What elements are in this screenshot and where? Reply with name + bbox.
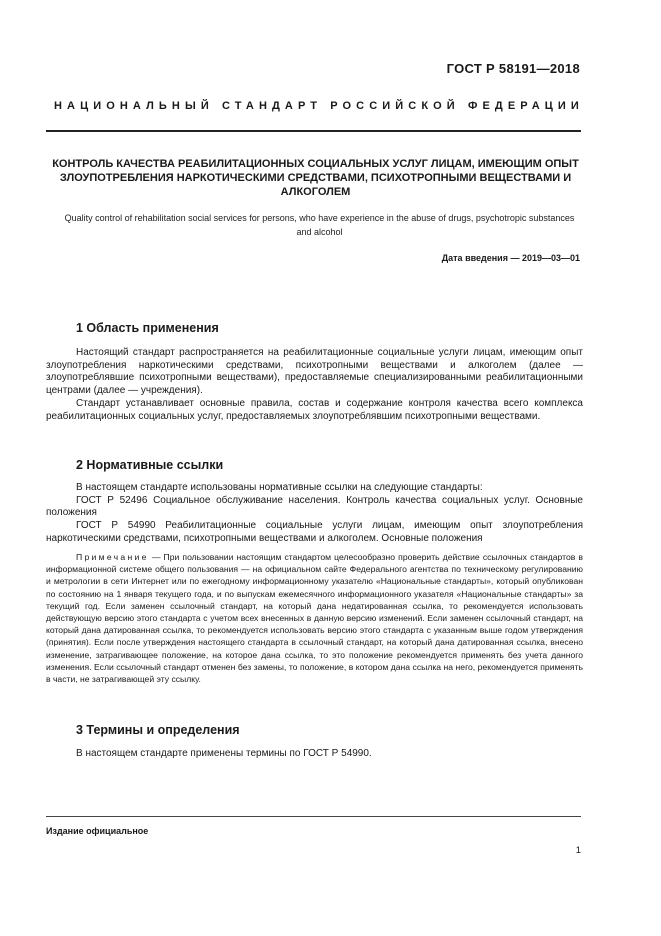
reference-item: ГОСТ Р 54990 Реабилитационные социальные услуги лицам, имеющим опыт злоупотребления наркотическими средствами, психотропными веществами и алкоголем. Основные положения <box>46 520 583 544</box>
paragraph: Настоящий стандарт распространяется на реабилитационные социальные услуги лицам, имеющим опыт злоупотребления наркотическими средствами, психотропными веществами и алкоголем (далее — злоупотреблявшие психотропными веществами), предоставляемые специализированными реабилитационными центрами (далее — учреждения). <box>46 347 583 397</box>
section-heading-scope: 1 Область применения <box>76 321 219 335</box>
document-title: КОНТРОЛЬ КАЧЕСТВА РЕАБИЛИТАЦИОННЫХ СОЦИАЛЬНЫХ УСЛУГ ЛИЦАМ, ИМЕЮЩИМ ОПЫТ ЗЛОУПОТРЕБЛЕНИЯ НАРКОТИЧЕСКИМИ СРЕДСТВАМИ, ПСИХОТРОПНЫМИ ВЕЩЕСТВАМИ И АЛКОГОЛЕМ <box>52 158 579 199</box>
page-number: 1 <box>575 845 581 856</box>
introduction-date: Дата введения — 2019—03—01 <box>441 253 580 263</box>
section-body-scope <box>46 347 583 423</box>
document-number: ГОСТ Р 58191—2018 <box>446 61 580 76</box>
note-text: — При пользовании настоящим стандартом целесообразно проверить действие ссылочных стандартов в информационной системе общего пользования — на официальном сайте Федерального агентства по техническому регулированию и метрологии в сети Интернет или по ежегодному информационному указателю «Национальные стандарты», который опубликован по состоянию на 1 января текущего года, и по выпускам ежемесячного информационного указателя «Национальные стандарты» за текущий год. Если заменен ссылочный стандарт, на который дана недатированная ссылка, то рекомендуется использовать действующую версию этого стандарта с учетом всех внесенных в данную версию изменений. Если заменен ссылочный стандарт, на который дана датированная ссылка, то рекомендуется использовать версию этого стандарта с указанным выше годом утверждения (принятия). Если после утверждения настоящего стандарта в ссылочный стандарт, на который дана датированная ссылка, внесено изменение, затрагивающее положение, на которое дана ссылка, то это положение рекомендуется применять без учета данного изменения. Если ссылочный стандарт отменен без замены, то положение, в котором дана ссылка на него, рекомендуется применять в части, не затрагивающей эту ссылку. <box>46 552 583 685</box>
official-edition-label: Издание официальное <box>46 826 149 836</box>
section-heading-normative-references: 2 Нормативные ссылки <box>76 458 224 472</box>
document-title-english: Quality control of rehabilitation social services for persons, who have experience in the abuse of drugs, psychotropic substances and alcohol <box>64 213 575 237</box>
section-body-terms <box>46 748 583 761</box>
paragraph: Стандарт устанавливает основные правила, состав и содержание контроля качества всего комплекса реабилитационных социальных услуг, предоставляемых злоупотреблявшим психотропными веществами. <box>46 397 583 422</box>
paragraph: В настоящем стандарте использованы нормативные ссылки на следующие стандарты: <box>76 482 483 493</box>
paragraph: В настоящем стандарте применены термины по ГОСТ Р 54990. <box>76 748 372 759</box>
national-standard-heading: НАЦИОНАЛЬНЫЙ СТАНДАРТ РОССИЙСКОЙ ФЕДЕРАЦИИ <box>54 100 584 112</box>
section-body-normative-references <box>46 482 583 546</box>
reference-item: ГОСТ Р 52496 Социальное обслуживание населения. Контроль качества социальных услуг. Основные положения <box>46 494 583 519</box>
note-label: Примечание <box>76 552 149 562</box>
header-divider <box>46 130 581 132</box>
section-heading-terms: 3 Термины и определения <box>76 723 240 737</box>
footer-divider <box>46 816 581 817</box>
note-block <box>46 551 583 685</box>
